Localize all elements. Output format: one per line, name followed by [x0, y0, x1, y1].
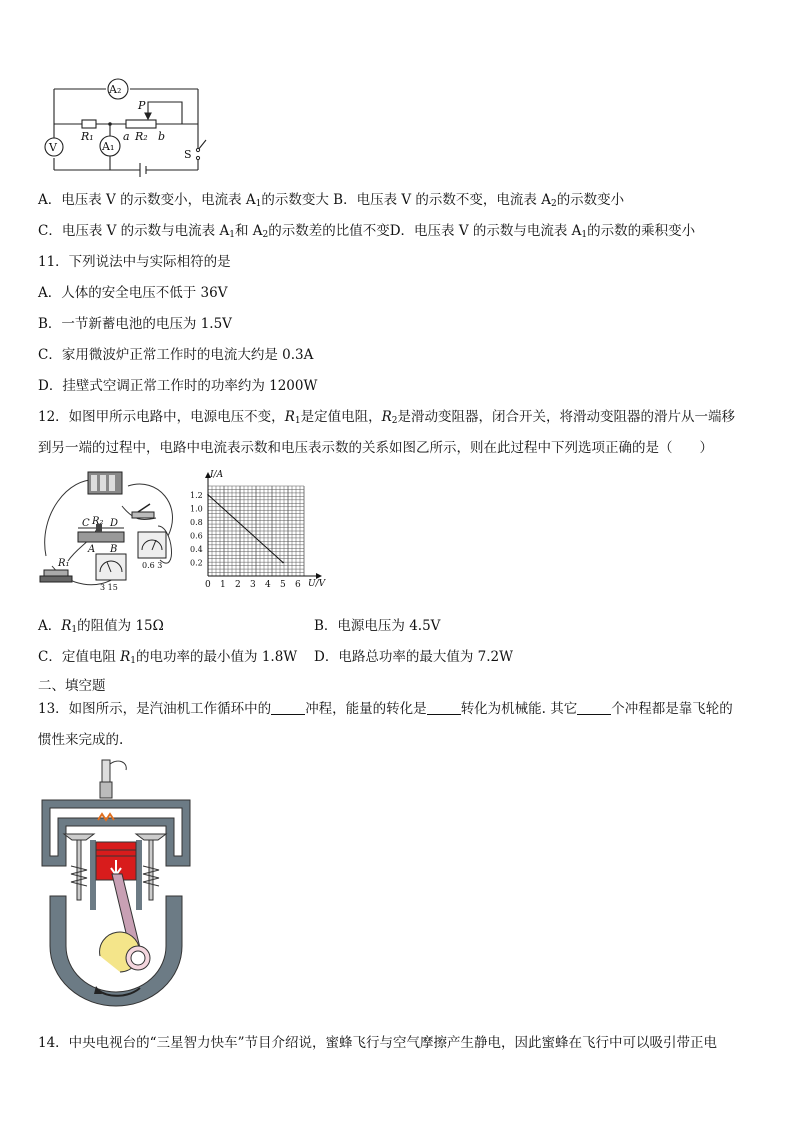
y-tick-label: 0.4: [190, 544, 203, 554]
spark-plug-icon: [100, 760, 126, 798]
q11-option-a[interactable]: A．人体的安全电压不低于 36V: [38, 285, 228, 301]
q13-blank-3[interactable]: [577, 702, 611, 715]
q10-option-c[interactable]: C．电压表 V 的示数与电流表 $A_1$和 $A_2$的示数差的比值不变: [38, 223, 390, 240]
label-r2: R₂: [135, 130, 148, 143]
y-tick-label: 1.0: [190, 504, 203, 514]
voltmeter-icon: [96, 554, 126, 580]
chart-axes: [205, 472, 322, 579]
valve-left-icon: [64, 834, 94, 900]
label-v: V: [49, 141, 57, 154]
x-tick-label: 2: [235, 580, 241, 590]
q10-option-d[interactable]: D．电压表 V 的示数与电流表 $A_1$的示数的乘积变小: [389, 223, 696, 240]
q12-option-a[interactable]: A．$R_1$的阻值为 15Ω: [38, 618, 164, 635]
q12-physical-circuit-figure: [38, 466, 188, 596]
q11-stem: 11．下列说法中与实际相符的是: [38, 254, 231, 270]
fig-label-b: B: [110, 544, 118, 555]
q13-blank-2[interactable]: [427, 702, 461, 715]
x-tick-label: 3: [250, 580, 256, 590]
chart-tick-labels: [190, 491, 301, 590]
resistor-r1-icon: [40, 570, 72, 582]
q11-option-c[interactable]: C．家用微波炉正常工作时的电流大约是 0.3A: [38, 347, 314, 363]
x-tick-label: 5: [280, 580, 286, 590]
fig-label-r2: R₂: [92, 516, 104, 527]
label-a1: A₁: [102, 140, 115, 153]
chart-x-axis-label: U/V: [308, 579, 326, 589]
q13-stem-line2: 惯性来完成的.: [38, 732, 124, 748]
label-s: S: [184, 148, 192, 161]
switch-icon: [132, 504, 154, 518]
q14-stem-line1: 14．中央电视台的“三星智力快车”节目介绍说，蜜蜂飞行与空气摩擦产生静电，因此蜜蜂在飞行中可以吸引带正电: [38, 1035, 717, 1051]
crankshaft-icon: [100, 932, 150, 972]
q12-option-c[interactable]: C．定值电阻 $R_1$的电功率的最小值为 1.8W: [38, 649, 298, 666]
q10-circuit-figure: [38, 78, 218, 180]
x-tick-label: 1: [220, 580, 226, 590]
q11-option-d[interactable]: D．挂壁式空调正常工作时的功率约为 1200W: [38, 378, 318, 394]
q10-option-a[interactable]: A．电压表 V 的示数变小，电流表 $A_1$的示数变大: [38, 192, 329, 209]
section-heading-fill-in: 二、填空题: [38, 678, 106, 694]
label-a-node: a: [123, 130, 130, 143]
q10-option-b[interactable]: B．电压表 V 的示数不变，电流表 $A_2$的示数变小: [333, 192, 625, 209]
q12-option-d[interactable]: D．电路总功率的最大值为 7.2W: [314, 649, 513, 665]
fig-label-a: A: [88, 544, 96, 555]
q10-options-ab: [38, 188, 624, 209]
q11-option-b[interactable]: B．一节新蓄电池的电压为 1.5V: [38, 316, 232, 332]
x-tick-label: 6: [295, 580, 301, 590]
y-tick-label: 0.8: [190, 517, 203, 527]
fig-label-r1: R₁: [58, 558, 70, 569]
fig-label-c: C: [82, 518, 90, 529]
chart-grid: [208, 486, 304, 576]
chart-y-axis-label: I/A: [210, 470, 224, 480]
q13-engine-figure: [38, 756, 198, 1016]
x-tick-label: 4: [265, 580, 271, 590]
q13-blank-1[interactable]: [271, 702, 305, 715]
label-r1: R₁: [81, 130, 94, 143]
q12-stem-line1: 12．如图甲所示电路中，电源电压不变，$R_1$是定值电阻，$R_2$是滑动变阻器，闭合开关，将滑动变阻器的滑片从一端移: [38, 409, 735, 426]
label-a2: A₂: [109, 83, 122, 96]
q13-stem-line1: 13．如图所示，是汽油机工作循环中的 冲程，能量的转化是 转化为机械能. 其它 个冲程都是靠飞轮的: [38, 701, 733, 717]
series-point: [282, 562, 284, 564]
q12-stem-line2: 到另一端的过程中，电路中电流表示数和电压表示数的关系如图乙所示，则在此过程中下列选项正确的是（ ）: [38, 440, 713, 456]
ammeter-icon: [138, 532, 166, 558]
q10-options-cd: [38, 219, 695, 240]
series-point: [207, 494, 209, 496]
label-p: P: [138, 99, 146, 112]
q12-iu-graph: [188, 466, 338, 590]
fig-label-ammeter-range: 0.6 3: [142, 561, 163, 570]
y-tick-label: 0.2: [190, 558, 203, 568]
battery-pack-icon: [88, 472, 122, 494]
q12-option-b[interactable]: B．电源电压为 4.5V: [314, 618, 441, 634]
fig-label-d: D: [110, 518, 119, 529]
y-tick-label: 1.2: [190, 490, 203, 500]
x-tick-label: 0: [205, 580, 211, 590]
label-b-node: b: [158, 130, 166, 143]
fig-label-voltmeter-range: 3 15: [100, 583, 118, 592]
y-tick-label: 0.6: [190, 531, 203, 541]
